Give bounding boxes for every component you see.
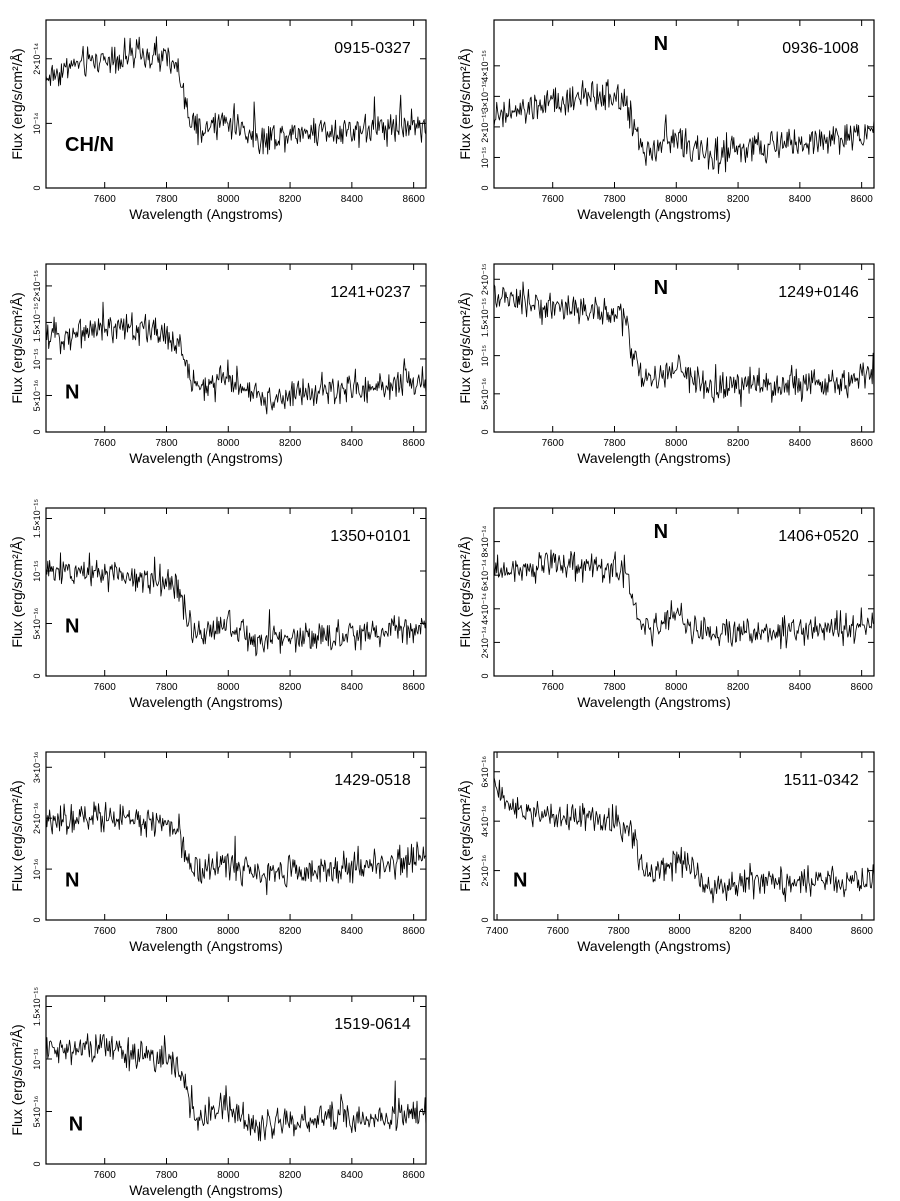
- x-tick-label: 8000: [217, 682, 240, 693]
- y-tick-label: 3×10⁻¹⁵: [480, 80, 490, 113]
- y-tick-label: 1.5×10⁻¹⁵: [32, 498, 42, 539]
- object-name: 1241+0237: [330, 283, 411, 301]
- spectrum-panel: [9, 751, 426, 954]
- x-tick-label: 7800: [155, 682, 178, 693]
- x-tick-label: 7800: [607, 926, 630, 937]
- x-tick-label: 8600: [850, 682, 873, 693]
- x-tick-label: 7600: [546, 926, 569, 937]
- x-tick-label: 8200: [278, 438, 302, 449]
- x-axis-label: Wavelength (Angstroms): [129, 450, 283, 466]
- x-tick-label: 7600: [93, 438, 116, 449]
- x-tick-label: 7600: [93, 682, 116, 693]
- x-tick-label: 8600: [402, 1170, 425, 1181]
- spectrum-line: [46, 302, 426, 414]
- x-tick-label: 7600: [541, 438, 564, 449]
- x-tick-label: 8000: [217, 926, 240, 937]
- object-name: 0915-0327: [334, 39, 411, 57]
- spectrum-panel: [9, 264, 426, 466]
- object-name: 1406+0520: [778, 527, 859, 545]
- object-name: 1511-0342: [783, 771, 859, 789]
- classification-label: N: [65, 869, 80, 892]
- x-tick-label: 8600: [850, 438, 873, 449]
- x-tick-label: 7400: [485, 926, 509, 937]
- x-axis-label: Wavelength (Angstroms): [129, 694, 283, 710]
- y-tick-label: 2×10⁻¹⁶: [480, 854, 490, 887]
- y-tick-label: 3×10⁻¹⁶: [32, 751, 42, 784]
- y-tick-label: 1.5×10⁻¹⁵: [32, 986, 42, 1027]
- y-tick-label: 2×10⁻¹⁴: [32, 42, 42, 75]
- x-tick-label: 8000: [217, 438, 240, 449]
- x-tick-label: 8000: [665, 194, 688, 205]
- y-tick-label: 6×10⁻¹⁴: [480, 559, 490, 592]
- y-tick-label: 4×10⁻¹⁶: [480, 805, 490, 838]
- y-tick-label: 10⁻¹⁵: [32, 1048, 42, 1070]
- x-tick-label: 7600: [541, 194, 564, 205]
- x-tick-label: 8400: [340, 438, 363, 449]
- object-name: 1249+0146: [778, 283, 859, 301]
- x-tick-label: 8000: [665, 682, 688, 693]
- x-tick-label: 8400: [788, 438, 811, 449]
- y-axis-label: Flux (erg/s/cm²/Å): [457, 292, 473, 404]
- y-tick-label: 0: [32, 429, 42, 435]
- x-tick-label: 7800: [155, 1170, 178, 1181]
- x-tick-label: 7600: [93, 1170, 116, 1181]
- x-tick-label: 8400: [340, 926, 363, 937]
- x-tick-label: 8600: [402, 682, 425, 693]
- x-tick-label: 8400: [789, 926, 813, 937]
- y-axis-label: Flux (erg/s/cm²/Å): [9, 1024, 25, 1136]
- x-axis-label: Wavelength (Angstroms): [577, 694, 731, 710]
- x-tick-label: 8600: [402, 194, 425, 205]
- x-tick-label: 8200: [278, 1170, 302, 1181]
- y-axis-label: Flux (erg/s/cm²/Å): [457, 780, 473, 892]
- y-tick-label: 1.5×10⁻¹⁵: [480, 297, 490, 338]
- x-axis-label: Wavelength (Angstroms): [129, 1182, 283, 1198]
- spectrum-line: [46, 553, 426, 656]
- y-tick-label: 10⁻¹⁶: [32, 858, 42, 880]
- x-tick-label: 7800: [603, 194, 626, 205]
- x-tick-label: 8400: [788, 682, 811, 693]
- x-tick-label: 8200: [726, 438, 750, 449]
- x-tick-label: 7600: [93, 926, 116, 937]
- x-tick-label: 8400: [340, 1170, 363, 1181]
- object-name: 1350+0101: [330, 527, 411, 545]
- x-tick-label: 7800: [603, 438, 626, 449]
- classification-label: N: [653, 277, 669, 300]
- spectrum-line: [494, 777, 874, 903]
- spectrum-line: [46, 1034, 426, 1141]
- x-tick-label: 7800: [155, 438, 178, 449]
- y-axis-label: Flux (erg/s/cm²/Å): [9, 536, 25, 648]
- x-axis-label: Wavelength (Angstroms): [129, 206, 283, 222]
- x-tick-label: 8200: [278, 926, 302, 937]
- y-tick-label: 4×10⁻¹⁴: [480, 592, 490, 625]
- x-axis-label: Wavelength (Angstroms): [577, 206, 731, 222]
- y-tick-label: 0: [32, 1161, 42, 1167]
- y-tick-label: 0: [480, 917, 490, 923]
- y-tick-label: 10⁻¹⁵: [32, 348, 42, 370]
- spectrum-line: [46, 802, 426, 895]
- y-axis-label: Flux (erg/s/cm²/Å): [457, 536, 473, 648]
- y-tick-label: 2×10⁻¹⁶: [32, 802, 42, 835]
- y-axis-label: Flux (erg/s/cm²/Å): [9, 780, 25, 892]
- x-tick-label: 8000: [668, 926, 691, 937]
- classification-label: CH/N: [65, 134, 114, 157]
- x-axis-label: Wavelength (Angstroms): [129, 938, 283, 954]
- x-tick-label: 7600: [541, 682, 564, 693]
- x-tick-label: 8000: [217, 194, 240, 205]
- classification-label: N: [653, 33, 669, 56]
- y-tick-label: 5×10⁻¹⁶: [32, 379, 42, 412]
- x-axis-label: Wavelength (Angstroms): [577, 450, 731, 466]
- x-tick-label: 8000: [665, 438, 688, 449]
- object-name: 0936-1008: [782, 39, 859, 57]
- y-tick-label: 0: [480, 185, 490, 191]
- spectrum-panel: [457, 752, 874, 954]
- y-tick-label: 8×10⁻¹⁴: [480, 525, 490, 558]
- y-tick-label: 10⁻¹⁵: [480, 344, 490, 367]
- x-tick-label: 8400: [340, 682, 363, 693]
- x-tick-label: 7800: [155, 194, 178, 205]
- x-tick-label: 7800: [155, 926, 178, 937]
- spectrum-panel: [457, 263, 874, 466]
- y-tick-label: 10⁻¹⁵: [32, 560, 42, 582]
- x-tick-label: 8400: [340, 194, 363, 205]
- y-axis-label: Flux (erg/s/cm²/Å): [457, 48, 473, 160]
- y-tick-label: 0: [32, 673, 42, 679]
- x-tick-label: 8200: [278, 682, 302, 693]
- y-tick-label: 1.5×10⁻¹⁵: [32, 302, 42, 343]
- spectrum-line: [494, 80, 874, 174]
- x-tick-label: 8600: [850, 194, 873, 205]
- y-axis-label: Flux (erg/s/cm²/Å): [9, 292, 25, 404]
- y-tick-label: 2×10⁻¹⁵: [480, 111, 490, 143]
- object-name: 1519-0614: [334, 1015, 411, 1033]
- x-tick-label: 8600: [402, 438, 425, 449]
- y-tick-label: 5×10⁻¹⁶: [480, 377, 490, 410]
- x-tick-label: 7600: [93, 194, 116, 205]
- x-tick-label: 8200: [729, 926, 752, 937]
- x-tick-label: 8400: [788, 194, 811, 205]
- y-tick-label: 2×10⁻¹⁵: [480, 263, 490, 296]
- x-tick-label: 8200: [278, 194, 302, 205]
- y-tick-label: 0: [32, 185, 42, 191]
- y-tick-label: 4×10⁻¹⁵: [480, 49, 490, 82]
- x-tick-label: 7800: [603, 682, 626, 693]
- y-tick-label: 5×10⁻¹⁶: [32, 1095, 42, 1128]
- classification-label: N: [68, 1113, 84, 1136]
- spectrum-panel: [457, 20, 874, 222]
- y-tick-label: 0: [480, 429, 490, 435]
- spectrum-line: [494, 550, 874, 649]
- classification-label: N: [513, 869, 528, 892]
- y-tick-label: 6×10⁻¹⁶: [480, 755, 490, 788]
- classification-label: N: [65, 381, 80, 404]
- x-tick-label: 8200: [726, 194, 750, 205]
- y-tick-label: 0: [32, 917, 42, 923]
- y-tick-label: 0: [480, 673, 490, 679]
- spectrum-panel: [9, 499, 426, 710]
- x-tick-label: 8200: [726, 682, 750, 693]
- x-tick-label: 8600: [402, 926, 425, 937]
- y-tick-label: 2×10⁻¹⁵: [32, 270, 42, 302]
- object-name: 1429-0518: [334, 771, 411, 789]
- y-tick-label: 2×10⁻¹⁴: [480, 626, 490, 659]
- y-tick-label: 5×10⁻¹⁶: [32, 607, 42, 640]
- x-tick-label: 8600: [850, 926, 873, 937]
- y-axis-label: Flux (erg/s/cm²/Å): [9, 48, 25, 160]
- spectrum-panel: [9, 987, 426, 1198]
- y-tick-label: 10⁻¹⁴: [32, 112, 42, 135]
- spectrum-panel: [457, 508, 874, 710]
- y-tick-label: 10⁻¹⁵: [480, 146, 490, 169]
- spectrum-panel: [9, 20, 426, 222]
- classification-label: N: [653, 521, 669, 544]
- x-axis-label: Wavelength (Angstroms): [577, 938, 731, 954]
- x-tick-label: 8000: [217, 1170, 240, 1181]
- classification-label: N: [65, 615, 80, 638]
